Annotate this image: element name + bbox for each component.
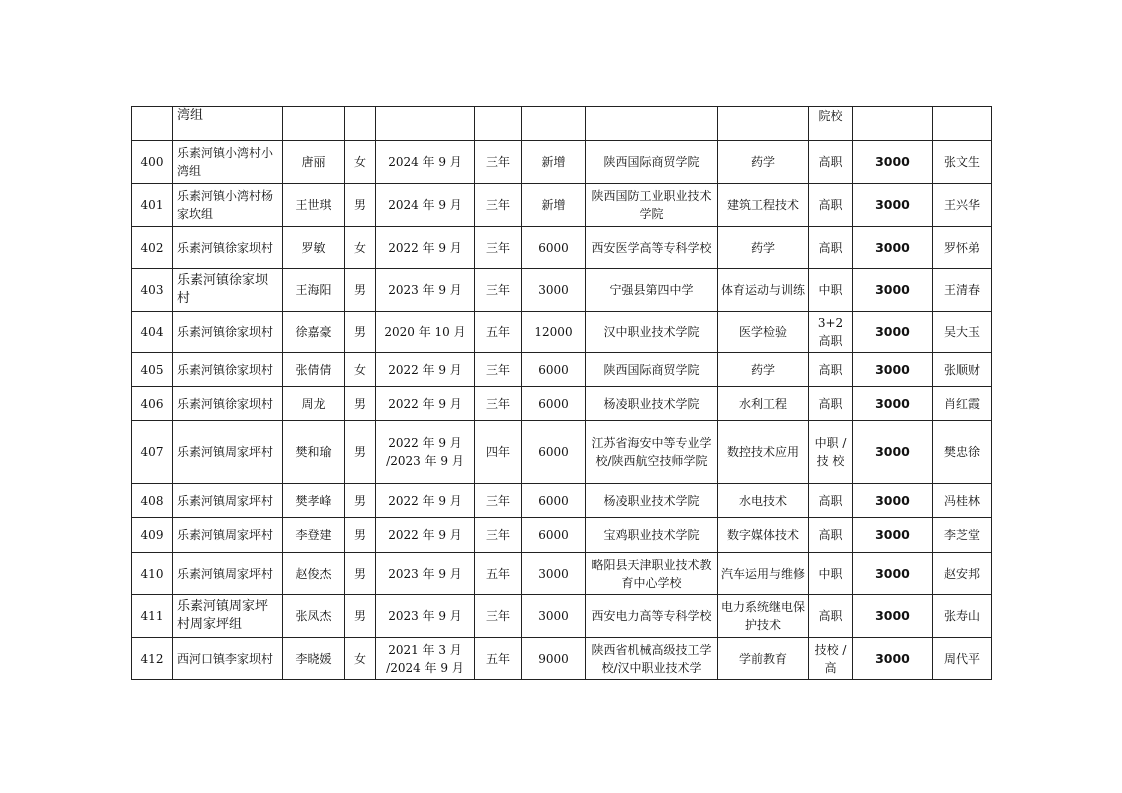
cell-enroll: 2022 年 9 月 (376, 353, 475, 387)
cell-enroll: 2023 年 9 月 (376, 269, 475, 312)
cell-no: 408 (132, 484, 173, 518)
cell-level: 高职 (809, 141, 853, 184)
cell-major (718, 107, 809, 141)
cell-years: 四年 (475, 421, 522, 484)
cell-years: 三年 (475, 387, 522, 421)
cell-school: 西安电力高等专科学校 (586, 595, 718, 638)
cell-gender: 男 (345, 184, 376, 227)
cell-years: 三年 (475, 484, 522, 518)
cell-guardian: 王清春 (933, 269, 992, 312)
cell-tuition: 新增 (522, 184, 586, 227)
cell-level: 3+2 高职 (809, 312, 853, 353)
cell-major: 药学 (718, 141, 809, 184)
cell-years: 五年 (475, 312, 522, 353)
cell-major: 汽车运用与维修 (718, 553, 809, 595)
cell-enroll (376, 107, 475, 141)
cell-name: 李晓媛 (283, 638, 345, 680)
cell-major: 学前教育 (718, 638, 809, 680)
cell-amount: 3000 (853, 141, 933, 184)
cell-tuition: 6000 (522, 227, 586, 269)
cell-level: 高职 (809, 518, 853, 553)
cell-amount: 3000 (853, 638, 933, 680)
table-row (132, 553, 992, 595)
cell-years: 三年 (475, 269, 522, 312)
cell-school: 宝鸡职业技术学院 (586, 518, 718, 553)
table-row (132, 421, 992, 484)
cell-no: 405 (132, 353, 173, 387)
table-row (132, 227, 992, 269)
cell-amount: 3000 (853, 518, 933, 553)
cell-amount: 3000 (853, 353, 933, 387)
cell-level: 院校 (809, 107, 853, 141)
cell-gender: 男 (345, 484, 376, 518)
cell-guardian: 张顺财 (933, 353, 992, 387)
cell-major: 建筑工程技术 (718, 184, 809, 227)
cell-name: 樊和瑜 (283, 421, 345, 484)
cell-school: 陕西国防工业职业技术学院 (586, 184, 718, 227)
cell-major: 体育运动与训练 (718, 269, 809, 312)
cell-tuition: 6000 (522, 421, 586, 484)
cell-name (283, 107, 345, 141)
cell-name: 王海阳 (283, 269, 345, 312)
cell-level: 中职 (809, 269, 853, 312)
cell-school: 略阳县天津职业技术教育中心学校 (586, 553, 718, 595)
cell-name: 唐丽 (283, 141, 345, 184)
cell-tuition: 9000 (522, 638, 586, 680)
cell-gender: 男 (345, 421, 376, 484)
table-row (132, 184, 992, 227)
cell-level: 高职 (809, 387, 853, 421)
cell-name: 周龙 (283, 387, 345, 421)
cell-guardian: 李芝堂 (933, 518, 992, 553)
cell-enroll: 2023 年 9 月 (376, 595, 475, 638)
cell-school: 陕西国际商贸学院 (586, 141, 718, 184)
cell-major: 电力系统继电保护技术 (718, 595, 809, 638)
cell-school: 陕西省机械高级技工学校/汉中职业技术学 (586, 638, 718, 680)
cell-name: 李登建 (283, 518, 345, 553)
cell-no: 403 (132, 269, 173, 312)
table-row (132, 387, 992, 421)
cell-gender: 男 (345, 518, 376, 553)
cell-school: 宁强县第四中学 (586, 269, 718, 312)
cell-level: 高职 (809, 595, 853, 638)
cell-tuition: 3000 (522, 553, 586, 595)
cell-name: 张倩倩 (283, 353, 345, 387)
table-row (132, 141, 992, 184)
cell-enroll: 2022 年 9 月 (376, 518, 475, 553)
table-row (132, 638, 992, 680)
cell-no: 410 (132, 553, 173, 595)
cell-guardian: 罗怀弟 (933, 227, 992, 269)
cell-place: 湾组 (173, 107, 283, 141)
cell-enroll: 2023 年 9 月 (376, 553, 475, 595)
student-subsidy-table (131, 106, 992, 680)
cell-gender: 女 (345, 353, 376, 387)
cell-school: 西安医学高等专科学校 (586, 227, 718, 269)
cell-place: 乐素河镇徐家坝村 (173, 353, 283, 387)
cell-school (586, 107, 718, 141)
cell-school: 杨凌职业技术学院 (586, 484, 718, 518)
cell-major: 数字媒体技术 (718, 518, 809, 553)
cell-tuition: 3000 (522, 595, 586, 638)
cell-major: 医学检验 (718, 312, 809, 353)
cell-place: 乐素河镇小湾村杨家坎组 (173, 184, 283, 227)
cell-name: 樊孝峰 (283, 484, 345, 518)
cell-tuition: 6000 (522, 353, 586, 387)
table-row (132, 595, 992, 638)
cell-years (475, 107, 522, 141)
cell-years: 三年 (475, 518, 522, 553)
cell-years: 三年 (475, 184, 522, 227)
cell-name: 徐嘉豪 (283, 312, 345, 353)
cell-amount: 3000 (853, 553, 933, 595)
cell-major: 水电技术 (718, 484, 809, 518)
cell-amount: 3000 (853, 269, 933, 312)
cell-tuition: 6000 (522, 518, 586, 553)
cell-place: 西河口镇李家坝村 (173, 638, 283, 680)
cell-name: 赵俊杰 (283, 553, 345, 595)
cell-guardian: 张寿山 (933, 595, 992, 638)
cell-name: 罗敏 (283, 227, 345, 269)
cell-major: 药学 (718, 227, 809, 269)
cell-tuition: 6000 (522, 484, 586, 518)
cell-amount: 3000 (853, 484, 933, 518)
cell-enroll: 2022 年 9 月 (376, 484, 475, 518)
cell-amount: 3000 (853, 595, 933, 638)
cell-no: 412 (132, 638, 173, 680)
cell-level: 中职 (809, 553, 853, 595)
cell-enroll: 2022 年 9 月 (376, 387, 475, 421)
cell-name: 张凤杰 (283, 595, 345, 638)
cell-gender: 男 (345, 269, 376, 312)
cell-years: 三年 (475, 353, 522, 387)
cell-gender: 男 (345, 387, 376, 421)
cell-amount: 3000 (853, 312, 933, 353)
cell-tuition (522, 107, 586, 141)
cell-place: 乐素河镇徐家坝村 (173, 227, 283, 269)
cell-amount: 3000 (853, 227, 933, 269)
cell-place: 乐素河镇周家坪村 (173, 518, 283, 553)
cell-school: 汉中职业技术学院 (586, 312, 718, 353)
cell-guardian: 肖红霞 (933, 387, 992, 421)
cell-guardian: 王兴华 (933, 184, 992, 227)
cell-level: 高职 (809, 184, 853, 227)
cell-enroll: 2021 年 3 月 /2024 年 9 月 (376, 638, 475, 680)
table-row (132, 484, 992, 518)
table-row (132, 269, 992, 312)
cell-enroll: 2022 年 9 月 (376, 227, 475, 269)
cell-gender: 女 (345, 638, 376, 680)
cell-gender: 男 (345, 312, 376, 353)
cell-amount: 3000 (853, 184, 933, 227)
cell-place: 乐素河镇周家坪村 (173, 484, 283, 518)
cell-guardian: 赵安邦 (933, 553, 992, 595)
cell-place: 乐素河镇徐家坝村 (173, 387, 283, 421)
table-row (132, 353, 992, 387)
cell-tuition: 6000 (522, 387, 586, 421)
cell-no: 402 (132, 227, 173, 269)
cell-years: 五年 (475, 553, 522, 595)
cell-no: 400 (132, 141, 173, 184)
cell-tuition: 新增 (522, 141, 586, 184)
cell-years: 三年 (475, 141, 522, 184)
cell-no: 407 (132, 421, 173, 484)
cell-place: 乐素河镇徐家坝村 (173, 312, 283, 353)
cell-school: 杨凌职业技术学院 (586, 387, 718, 421)
cell-amount: 3000 (853, 387, 933, 421)
cell-level: 高职 (809, 353, 853, 387)
cell-amount: 3000 (853, 421, 933, 484)
cell-no: 409 (132, 518, 173, 553)
cell-major: 水利工程 (718, 387, 809, 421)
cell-amount (853, 107, 933, 141)
cell-major: 药学 (718, 353, 809, 387)
cell-gender: 女 (345, 141, 376, 184)
cell-name: 王世琪 (283, 184, 345, 227)
cell-guardian: 樊忠徐 (933, 421, 992, 484)
table-row (132, 518, 992, 553)
cell-level: 技校 /高 (809, 638, 853, 680)
cell-place: 乐素河镇周家坪村 (173, 553, 283, 595)
cell-no (132, 107, 173, 141)
cell-no: 404 (132, 312, 173, 353)
cell-guardian: 吴大玉 (933, 312, 992, 353)
cell-years: 三年 (475, 227, 522, 269)
cell-gender: 男 (345, 595, 376, 638)
cell-gender (345, 107, 376, 141)
cell-tuition: 3000 (522, 269, 586, 312)
cell-enroll: 2022 年 9 月 /2023 年 9 月 (376, 421, 475, 484)
cell-guardian: 张文生 (933, 141, 992, 184)
cell-major: 数控技术应用 (718, 421, 809, 484)
table-row (132, 107, 992, 141)
cell-years: 三年 (475, 595, 522, 638)
cell-level: 高职 (809, 484, 853, 518)
cell-enroll: 2024 年 9 月 (376, 184, 475, 227)
cell-enroll: 2024 年 9 月 (376, 141, 475, 184)
cell-school: 陕西国际商贸学院 (586, 353, 718, 387)
cell-no: 411 (132, 595, 173, 638)
cell-tuition: 12000 (522, 312, 586, 353)
cell-gender: 女 (345, 227, 376, 269)
cell-guardian: 冯桂林 (933, 484, 992, 518)
cell-gender: 男 (345, 553, 376, 595)
cell-guardian: 周代平 (933, 638, 992, 680)
table-row (132, 312, 992, 353)
cell-enroll: 2020 年 10 月 (376, 312, 475, 353)
cell-no: 401 (132, 184, 173, 227)
cell-guardian (933, 107, 992, 141)
cell-level: 中职 /技 校 (809, 421, 853, 484)
cell-place: 乐素河镇徐家坝村 (173, 269, 283, 312)
cell-place: 乐素河镇周家坪村周家坪组 (173, 595, 283, 638)
cell-place: 乐素河镇周家坪村 (173, 421, 283, 484)
cell-years: 五年 (475, 638, 522, 680)
cell-level: 高职 (809, 227, 853, 269)
cell-place: 乐素河镇小湾村小湾组 (173, 141, 283, 184)
cell-school: 江苏省海安中等专业学校/陕西航空技师学院 (586, 421, 718, 484)
cell-no: 406 (132, 387, 173, 421)
